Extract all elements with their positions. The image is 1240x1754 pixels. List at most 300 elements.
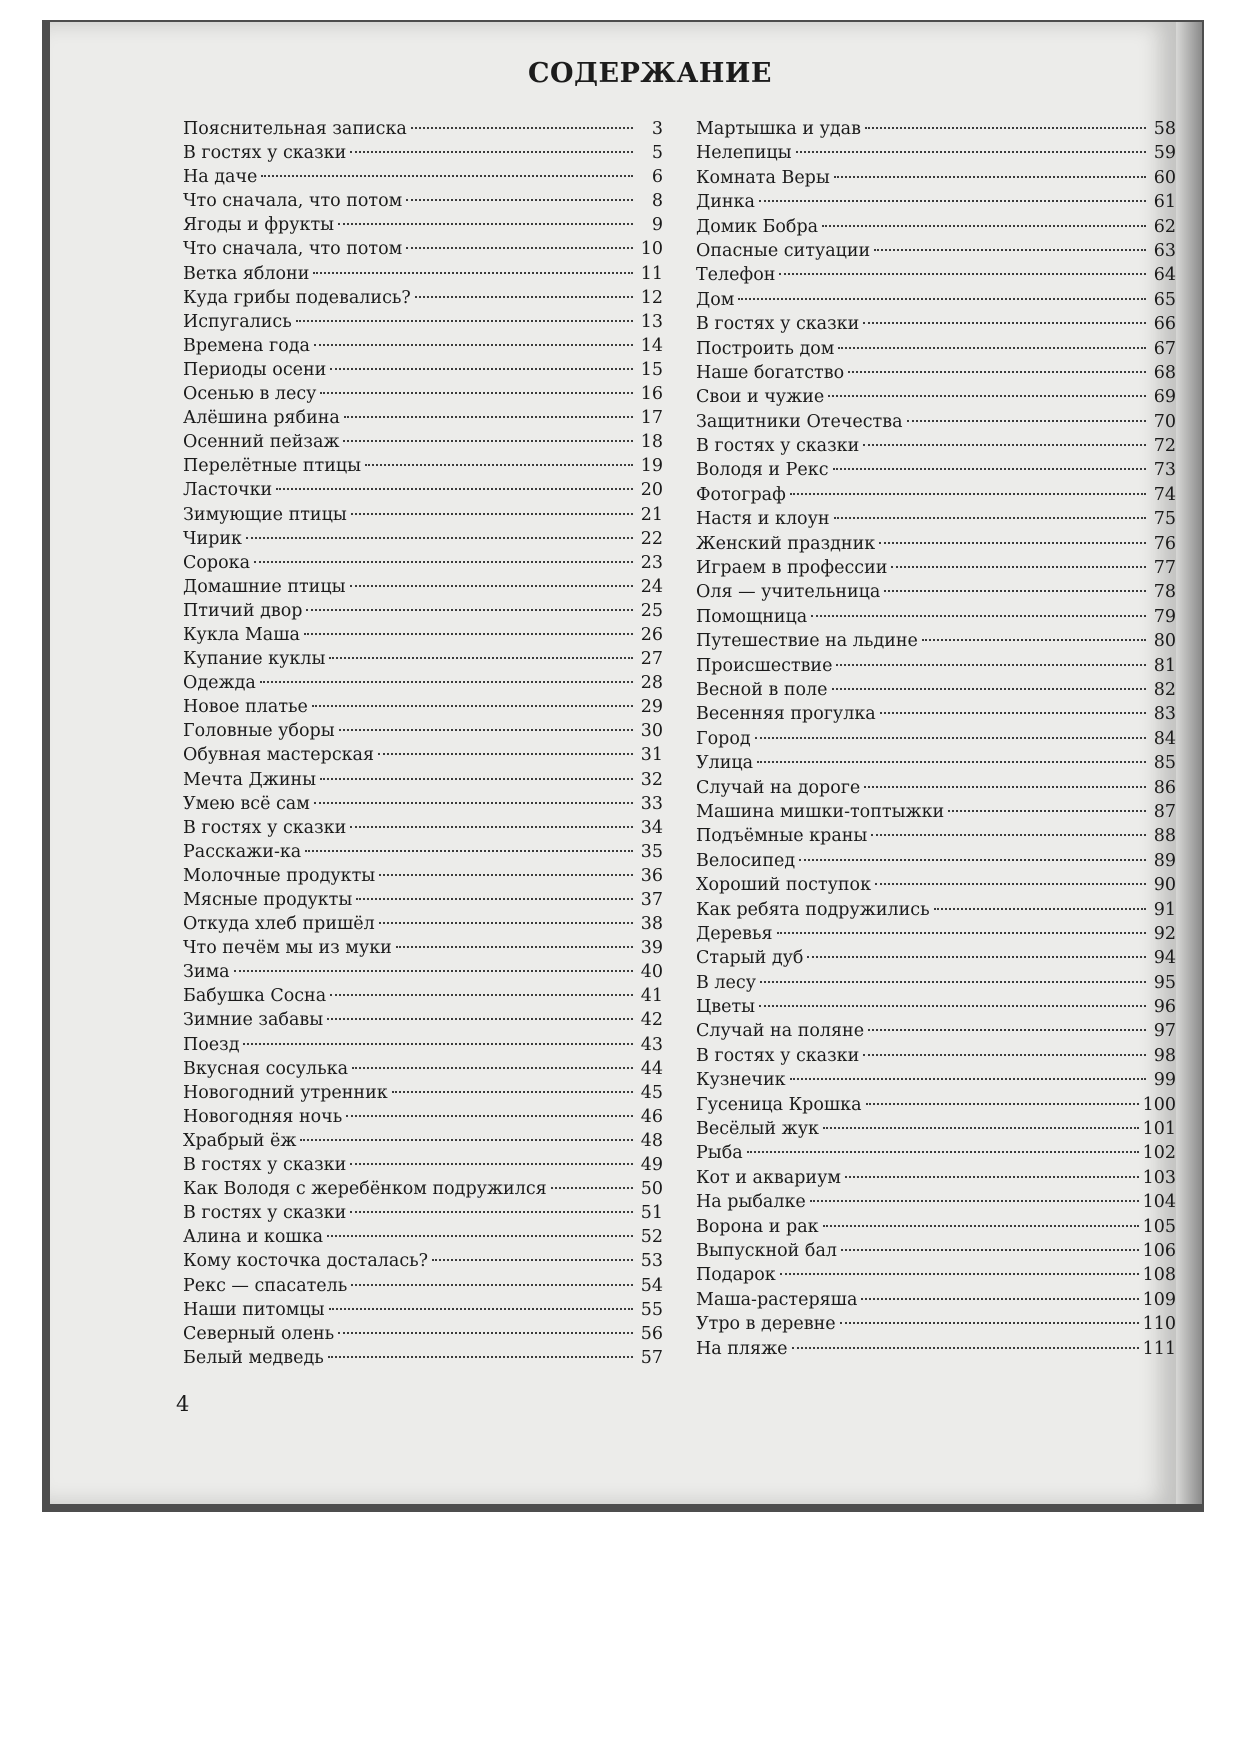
toc-entry-page: 33: [640, 793, 663, 814]
toc-entry-page: 101: [1142, 1119, 1176, 1140]
dot-leader: [874, 249, 1146, 251]
toc-entry-title: Дом: [696, 289, 735, 310]
dot-leader: [411, 127, 633, 129]
toc-entry-title: Подъёмные краны: [696, 826, 868, 847]
dot-leader: [260, 681, 633, 683]
toc-entry: [183, 406, 663, 430]
toc-entry-page: 81: [1153, 655, 1176, 676]
toc-entry-title: В гостях у сказки: [183, 143, 347, 164]
toc-entry: [696, 776, 1176, 800]
dot-leader: [378, 753, 633, 755]
toc-entry-page: 67: [1153, 338, 1176, 359]
toc-entry-page: 53: [640, 1251, 663, 1272]
toc-entry: [183, 1105, 663, 1129]
toc-entry: [696, 1166, 1176, 1190]
toc-entry-page: 86: [1153, 777, 1176, 798]
toc-entry: [696, 824, 1176, 848]
dot-leader: [840, 1322, 1139, 1324]
toc-entry-title: Гусеница Крошка: [696, 1094, 862, 1115]
toc-entry-title: Старый дуб: [696, 948, 804, 969]
toc-entry-page: 85: [1153, 753, 1176, 774]
dot-leader: [320, 778, 633, 780]
toc-entry-page: 109: [1142, 1289, 1176, 1310]
toc-entry: [183, 840, 663, 864]
toc-entry: [183, 1177, 663, 1201]
toc-entry: [696, 605, 1176, 629]
toc-entry-title: Кузнечик: [696, 1070, 786, 1091]
dot-leader: [907, 420, 1146, 422]
dot-leader: [757, 761, 1146, 763]
toc-entry: [696, 922, 1176, 946]
toc-entry-title: Вкусная сосулька: [183, 1058, 349, 1079]
dot-leader: [350, 151, 633, 153]
dot-leader: [755, 737, 1146, 739]
toc-entry-title: В гостях у сказки: [183, 817, 347, 838]
dot-leader: [747, 1151, 1139, 1153]
toc-entry: [183, 792, 663, 816]
toc-entry-page: 103: [1142, 1167, 1176, 1188]
toc-entry-title: Расскажи-ка: [183, 841, 302, 862]
dot-leader: [810, 1200, 1139, 1202]
dot-leader: [350, 1211, 633, 1213]
dot-leader: [313, 272, 633, 274]
toc-entry-title: Зимние забавы: [183, 1010, 324, 1031]
toc-entry-title: Играем в профессии: [696, 558, 888, 579]
dot-leader: [351, 513, 633, 515]
toc-entry-page: 83: [1153, 704, 1176, 725]
toc-entry: [696, 873, 1176, 897]
toc-entry-page: 58: [1153, 119, 1176, 139]
toc-entry-page: 108: [1142, 1265, 1176, 1286]
dot-leader: [415, 296, 633, 298]
toc-entry: [696, 532, 1176, 556]
dot-leader: [338, 1332, 633, 1334]
toc-entry: [696, 312, 1176, 336]
toc-entry: [183, 1322, 663, 1346]
toc-entry-page: 74: [1153, 484, 1176, 505]
toc-entry-title: Ветка яблони: [183, 263, 310, 284]
toc-entry-page: 80: [1153, 631, 1176, 652]
dot-leader: [807, 956, 1146, 958]
toc-entry-title: Цветы: [696, 997, 756, 1018]
toc-entry-title: Кому косточка досталась?: [183, 1251, 429, 1272]
toc-entry-title: Кот и аквариум: [696, 1167, 841, 1188]
toc-entry-title: Маша-растеряша: [696, 1289, 858, 1310]
toc-entry: [696, 556, 1176, 580]
toc-entry: [183, 527, 663, 551]
dot-leader: [823, 1225, 1139, 1227]
toc-entry: [183, 286, 663, 310]
toc-entry-page: 6: [651, 167, 663, 188]
toc-entry-title: Деревья: [696, 923, 773, 944]
dot-leader: [861, 1298, 1138, 1300]
toc-entry: [183, 1249, 663, 1273]
toc-entry-page: 42: [640, 1010, 663, 1031]
toc-entry-title: Новое платье: [183, 697, 308, 718]
toc-entry: [183, 623, 663, 647]
toc-entry-title: Храбрый ёж: [183, 1130, 297, 1151]
toc-entry-page: 56: [640, 1323, 663, 1344]
dot-leader: [845, 1176, 1139, 1178]
toc-entry: [183, 695, 663, 719]
toc-entry-title: Утро в деревне: [696, 1314, 836, 1335]
dot-leader: [350, 1163, 633, 1165]
dot-leader: [828, 395, 1146, 397]
dot-leader: [880, 712, 1146, 714]
dot-leader: [759, 1005, 1146, 1007]
toc-entry: [183, 117, 663, 141]
dot-leader: [392, 1091, 633, 1093]
toc-entry-title: В гостях у сказки: [696, 314, 860, 335]
toc-entry-title: Белый медведь: [183, 1347, 324, 1368]
toc-entry-page: 77: [1153, 558, 1176, 579]
toc-entry-page: 14: [640, 335, 663, 356]
toc-entry-title: Машина мишки-топтыжки: [696, 801, 945, 822]
toc-entry: [696, 434, 1176, 458]
toc-entry-title: Город: [696, 728, 751, 749]
toc-entry-page: 41: [640, 986, 663, 1007]
toc-entry-page: 66: [1153, 314, 1176, 335]
toc-entry-title: Ворона и рак: [696, 1216, 819, 1237]
toc-entry: [183, 912, 663, 936]
dot-leader: [304, 633, 633, 635]
toc-entry-page: 64: [1153, 265, 1176, 286]
toc-entry-title: Опасные ситуации: [696, 240, 871, 261]
toc-entry-title: Происшествие: [696, 655, 833, 676]
toc-entry-title: Умею всё сам: [183, 793, 310, 814]
toc-entry-page: 45: [640, 1082, 663, 1103]
toc-entry-page: 78: [1153, 582, 1176, 603]
toc-entry: [183, 1346, 663, 1370]
toc-entry-page: 22: [640, 528, 663, 549]
toc-entry-title: Построить дом: [696, 338, 835, 359]
dot-leader: [868, 1029, 1146, 1031]
toc-entry: [183, 141, 663, 165]
toc-entry-title: В гостях у сказки: [696, 436, 860, 457]
toc-entry-title: Как ребята подружились: [696, 899, 930, 920]
toc-entry-title: В лесу: [696, 972, 756, 993]
toc-entry-title: Помощница: [696, 606, 808, 627]
toc-entry-title: Настя и клоун: [696, 509, 830, 530]
toc-entry: [696, 898, 1176, 922]
dot-leader: [832, 688, 1146, 690]
dot-leader: [329, 1308, 633, 1310]
dot-leader: [779, 273, 1146, 275]
toc-entry-title: Новогодняя ночь: [183, 1106, 343, 1127]
toc-entry: [183, 382, 663, 406]
toc-entry: [696, 288, 1176, 312]
toc-entry-title: Периоды осени: [183, 359, 327, 380]
toc-entry-title: Путешествие на льдине: [696, 631, 918, 652]
dot-leader: [790, 493, 1146, 495]
dot-leader: [261, 175, 633, 177]
toc-entry: [183, 551, 663, 575]
toc-entry-page: 65: [1153, 289, 1176, 310]
toc-entry-page: 36: [640, 865, 663, 886]
toc-entry-page: 111: [1142, 1338, 1176, 1359]
toc-entry: [696, 141, 1176, 165]
dot-leader: [780, 1273, 1139, 1275]
dot-leader: [346, 1115, 633, 1117]
dot-leader: [276, 488, 633, 490]
toc-entry: [183, 816, 663, 840]
toc-entry-page: 98: [1153, 1045, 1176, 1066]
toc-entry-title: Осенний пейзаж: [183, 432, 340, 453]
toc-entry-page: 90: [1153, 875, 1176, 896]
dot-leader: [432, 1259, 633, 1261]
toc-entry-title: На пляже: [696, 1338, 788, 1359]
dot-leader: [759, 200, 1146, 202]
toc-entry-title: Что сначала, что потом: [183, 239, 403, 260]
dot-leader: [823, 1127, 1139, 1129]
toc-entry: [183, 213, 663, 237]
toc-entry-page: 48: [640, 1130, 663, 1151]
toc-entry-title: Подарок: [696, 1265, 776, 1286]
toc-entry-page: 27: [640, 649, 663, 670]
toc-entry-title: Осенью в лесу: [183, 384, 317, 405]
toc-entry: [696, 995, 1176, 1019]
page-title-text: СОДЕРЖАНИЕ: [528, 58, 772, 89]
toc-entry: [696, 337, 1176, 361]
toc-entry-title: Откуда хлеб пришёл: [183, 914, 375, 935]
toc-entry-page: 38: [640, 914, 663, 935]
dot-leader: [329, 657, 633, 659]
toc-entry-page: 15: [640, 359, 663, 380]
toc-entry-page: 50: [640, 1179, 663, 1200]
toc-entry: [696, 1093, 1176, 1117]
toc-entry-page: 13: [640, 311, 663, 332]
toc-entry-title: Домашние птицы: [183, 576, 346, 597]
toc-entry: [183, 599, 663, 623]
toc-entry-page: 32: [640, 769, 663, 790]
toc-entry-page: 51: [640, 1203, 663, 1224]
toc-entry: [696, 678, 1176, 702]
toc-entry: [183, 262, 663, 286]
toc-entry-title: Хороший поступок: [696, 875, 872, 896]
toc-entry-title: Поезд: [183, 1034, 240, 1055]
toc-entry: [696, 1337, 1176, 1361]
dot-leader: [865, 127, 1146, 129]
toc-entry: [696, 1044, 1176, 1068]
toc-entry: [183, 1129, 663, 1153]
toc-entry-page: 17: [640, 408, 663, 429]
toc-entry-page: 57: [640, 1347, 663, 1368]
toc-entry-title: Женский праздник: [696, 533, 876, 554]
toc-entry: [183, 1153, 663, 1177]
toc-entry: [696, 215, 1176, 239]
toc-entry: [183, 719, 663, 743]
toc-entry-title: Головные уборы: [183, 721, 335, 742]
toc-entry-page: 94: [1153, 948, 1176, 969]
toc-entry-page: 16: [640, 384, 663, 405]
dot-leader: [254, 561, 633, 563]
toc-entry-page: 89: [1153, 850, 1176, 871]
toc-entry: [183, 1081, 663, 1105]
toc-entry-title: Велосипед: [696, 850, 796, 871]
dot-leader: [863, 444, 1146, 446]
toc-entry-page: 104: [1142, 1192, 1176, 1213]
toc-entry-page: 96: [1153, 997, 1176, 1018]
toc-entry-page: 21: [640, 504, 663, 525]
dot-leader: [350, 585, 633, 587]
dot-leader: [863, 322, 1146, 324]
toc-entry: [183, 237, 663, 261]
toc-entry-page: 29: [640, 697, 663, 718]
toc-entry-title: В гостях у сказки: [183, 1203, 347, 1224]
toc-entry-page: 99: [1153, 1070, 1176, 1091]
toc-entry: [183, 189, 663, 213]
dot-leader: [379, 922, 633, 924]
toc-right-column: [696, 117, 1176, 1361]
dot-leader: [396, 946, 633, 948]
toc-entry: [183, 647, 663, 671]
toc-entry-title: Динка: [696, 192, 755, 213]
toc-entry-title: Рыба: [696, 1143, 743, 1164]
toc-entry-page: 88: [1153, 826, 1176, 847]
toc-entry: [696, 580, 1176, 604]
toc-entry-page: 8: [651, 191, 663, 212]
toc-entry-page: 87: [1153, 801, 1176, 822]
toc-entry-title: Выпускной бал: [696, 1240, 837, 1261]
toc-entry: [183, 864, 663, 888]
toc-entry-page: 10: [640, 239, 663, 260]
toc-entry-title: Птичий двор: [183, 600, 303, 621]
toc-entry-page: 46: [640, 1106, 663, 1127]
toc-entry-title: На рыбалке: [696, 1192, 806, 1213]
dot-leader: [948, 810, 1146, 812]
toc-entry: [696, 971, 1176, 995]
toc-entry-page: 30: [640, 721, 663, 742]
toc-entry-title: Куда грибы подевались?: [183, 287, 411, 308]
dot-leader: [834, 176, 1146, 178]
toc-entry-page: 44: [640, 1058, 663, 1079]
dot-leader: [330, 994, 633, 996]
page-number: 4: [176, 1392, 190, 1416]
toc-entry: [696, 1215, 1176, 1239]
dot-leader: [841, 1249, 1139, 1251]
toc-entry-title: Зима: [183, 962, 230, 983]
dot-leader: [871, 834, 1146, 836]
dot-leader: [864, 786, 1146, 788]
toc-entry: [183, 1225, 663, 1249]
toc-entry-page: 34: [640, 817, 663, 838]
dot-leader: [833, 468, 1146, 470]
dot-leader: [352, 1067, 633, 1069]
toc-entry-page: 39: [640, 938, 663, 959]
toc-entry-page: 92: [1153, 923, 1176, 944]
toc-entry: [696, 849, 1176, 873]
toc-entry-page: 11: [640, 263, 663, 284]
dot-leader: [327, 1235, 633, 1237]
toc-entry: [696, 117, 1176, 141]
toc-entry-title: Свои и чужие: [696, 387, 825, 408]
toc-entry: [183, 1201, 663, 1225]
toc-entry-title: Северный олень: [183, 1323, 335, 1344]
toc-entry: [183, 1298, 663, 1322]
dot-leader: [891, 566, 1146, 568]
toc-entry-title: Нелепицы: [696, 143, 792, 164]
dot-leader: [246, 537, 633, 539]
toc-entry-page: 49: [640, 1155, 663, 1176]
dot-leader: [551, 1187, 633, 1189]
toc-entry-page: 63: [1153, 240, 1176, 261]
dot-leader: [312, 705, 633, 707]
dot-leader: [306, 609, 633, 611]
toc-entry: [696, 1263, 1176, 1287]
toc-entry-page: 70: [1153, 411, 1176, 432]
dot-leader: [760, 981, 1146, 983]
toc-entry: [183, 334, 663, 358]
dot-leader: [738, 298, 1146, 300]
dot-leader: [351, 1284, 633, 1286]
toc-entry-page: 82: [1153, 679, 1176, 700]
dot-leader: [790, 1078, 1146, 1080]
toc-entry-page: 5: [651, 143, 663, 164]
toc-entry-page: 20: [640, 480, 663, 501]
toc-entry-title: Что печём мы из муки: [183, 938, 392, 959]
toc-entry-title: Обувная мастерская: [183, 745, 375, 766]
dot-leader: [330, 368, 633, 370]
dot-leader: [300, 1139, 633, 1141]
toc-entry-title: Что сначала, что потом: [183, 191, 403, 212]
toc-entry: [183, 454, 663, 478]
toc-entry: [183, 960, 663, 984]
dot-leader: [866, 1103, 1139, 1105]
dot-leader: [777, 932, 1146, 934]
toc-entry-title: Володя и Рекс: [696, 460, 829, 481]
dot-leader: [379, 874, 633, 876]
dot-leader: [343, 440, 633, 442]
toc-entry-page: 25: [640, 600, 663, 621]
dot-leader: [838, 347, 1146, 349]
toc-entry-page: 55: [640, 1299, 663, 1320]
toc-entry-page: 69: [1153, 387, 1176, 408]
toc-entry: [696, 385, 1176, 409]
toc-entry-title: Фотограф: [696, 484, 786, 505]
toc-entry-title: Сорока: [183, 552, 251, 573]
toc-entry: [183, 1274, 663, 1298]
toc-entry-title: Бабушка Сосна: [183, 986, 327, 1007]
toc-entry: [696, 1288, 1176, 1312]
toc-entry-title: Защитники Отечества: [696, 411, 903, 432]
dot-leader: [344, 416, 633, 418]
dot-leader: [799, 859, 1146, 861]
toc-entry-page: 110: [1142, 1314, 1176, 1335]
toc-entry-title: Улица: [696, 753, 754, 774]
toc-entry: [183, 358, 663, 382]
toc-entry: [183, 575, 663, 599]
toc-entry: [696, 946, 1176, 970]
toc-entry: [183, 768, 663, 792]
toc-entry-page: 73: [1153, 460, 1176, 481]
toc-entry-page: 37: [640, 890, 663, 910]
toc-entry: [696, 410, 1176, 434]
toc-entry: [696, 166, 1176, 190]
toc-left-column: [183, 117, 663, 1370]
toc-entry-title: Весёлый жук: [696, 1119, 819, 1140]
toc-entry-page: 60: [1153, 167, 1176, 188]
toc-entry-page: 40: [640, 962, 663, 983]
toc-entry-title: Рекс — спасатель: [183, 1275, 348, 1296]
dot-leader: [822, 225, 1146, 227]
toc-entry: [696, 1312, 1176, 1336]
toc-entry-title: Мясные продукты: [183, 890, 353, 910]
toc-entry-title: Молочные продукты: [183, 865, 376, 886]
toc-entry-title: Чирик: [183, 528, 242, 549]
dot-leader: [406, 247, 633, 249]
toc-entry-title: Домик Бобра: [696, 216, 819, 237]
toc-entry-title: Алина и кошка: [183, 1227, 324, 1248]
